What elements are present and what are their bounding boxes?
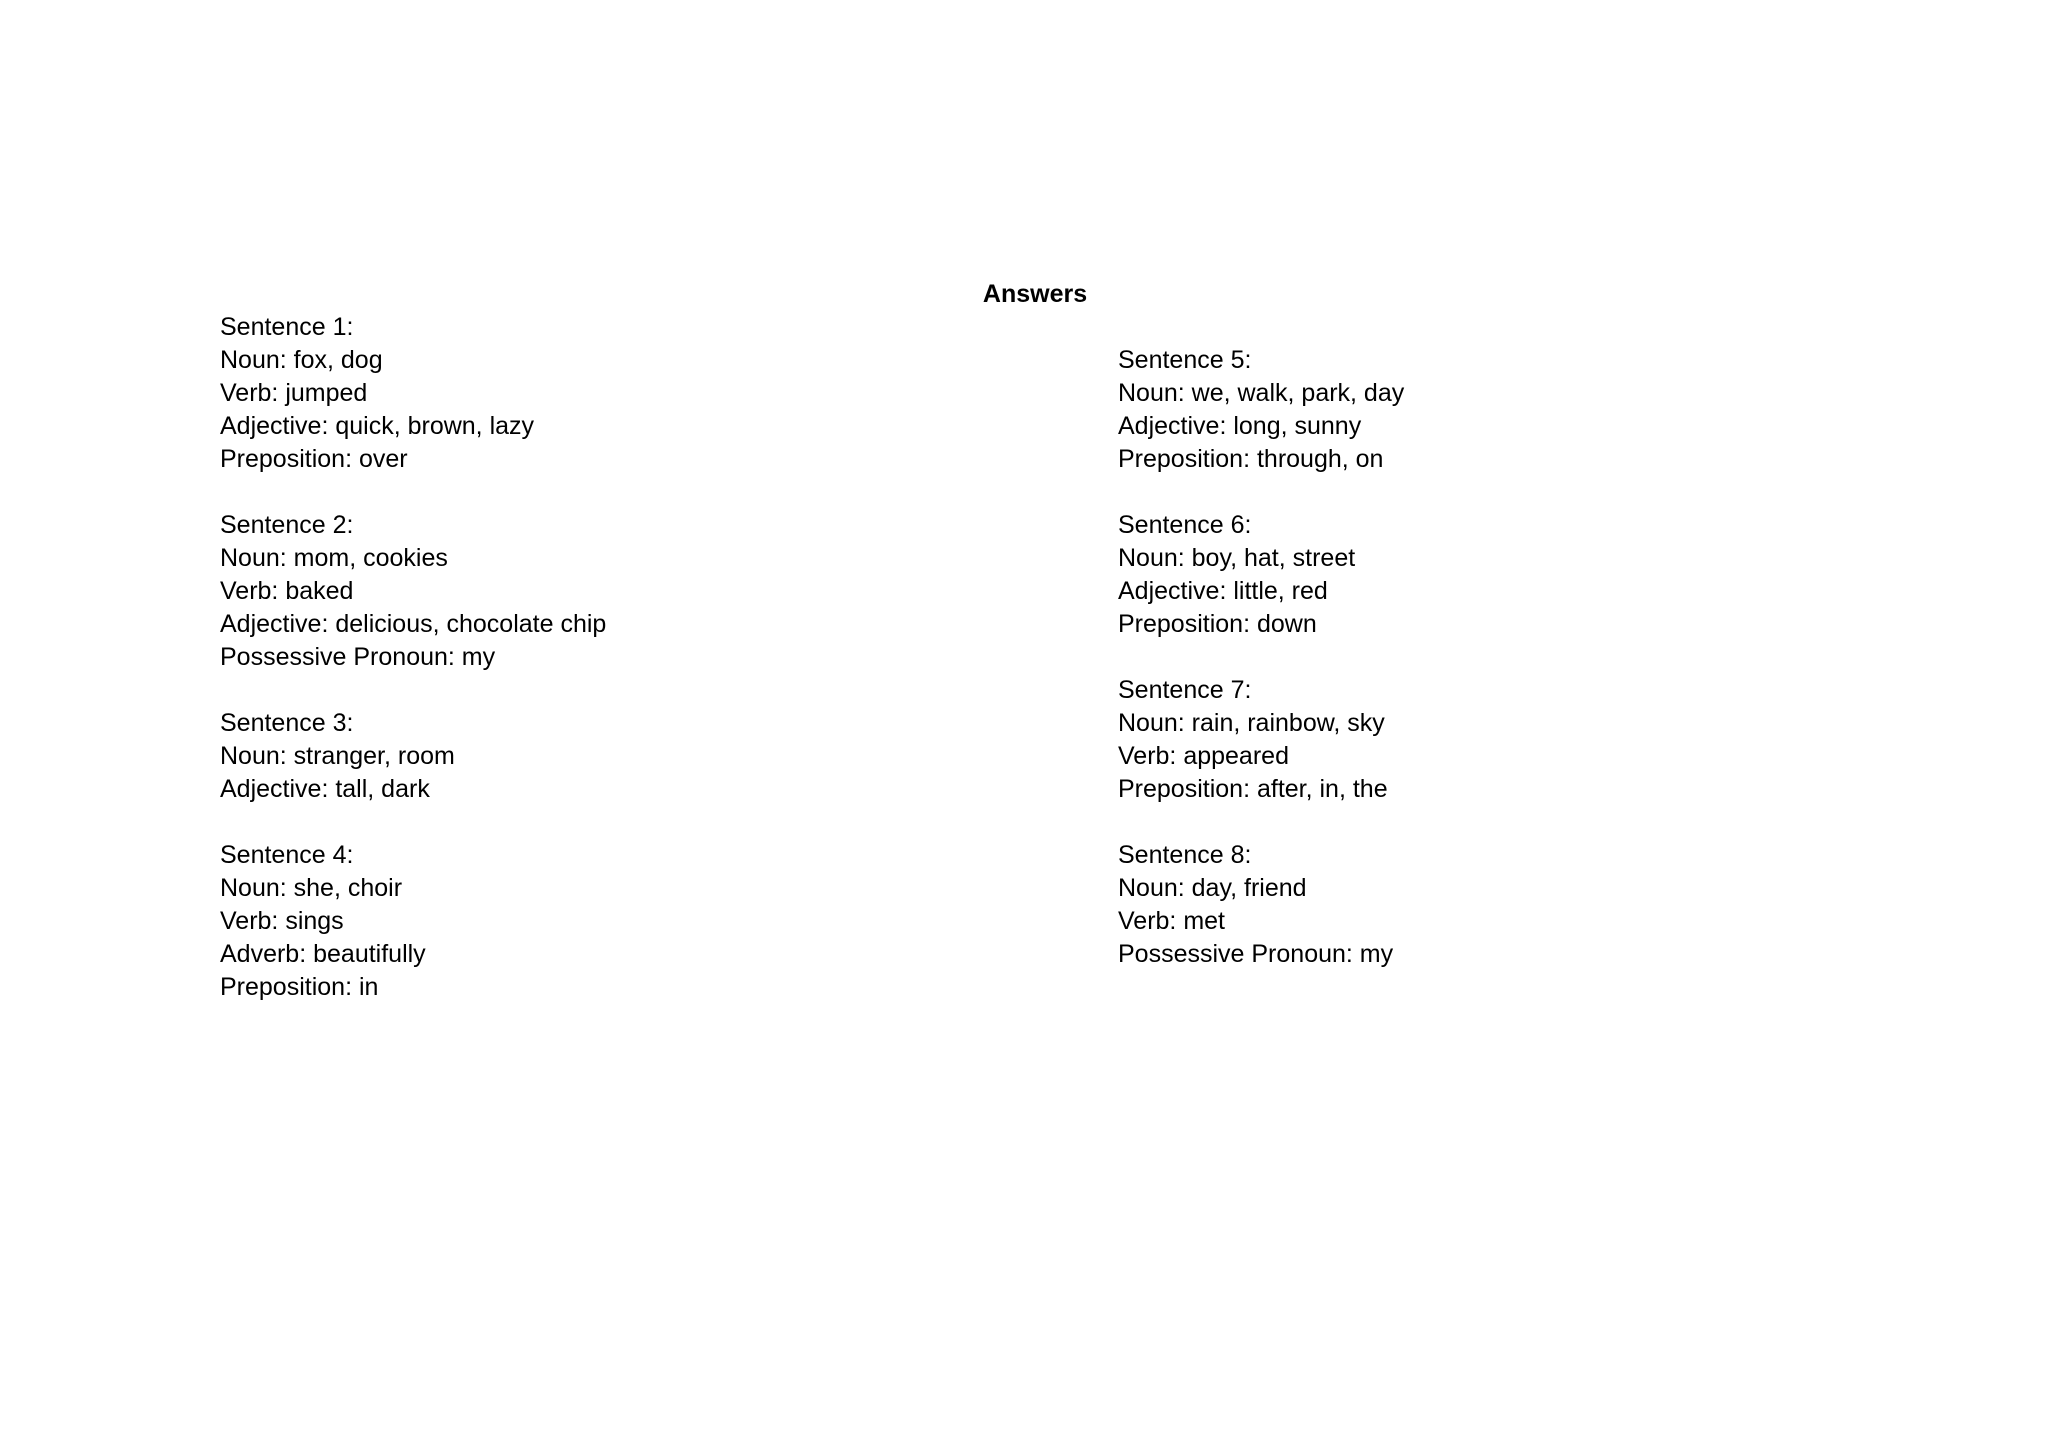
- answer-line: Adjective: delicious, chocolate chip: [220, 610, 607, 638]
- answer-line: Adverb: beautifully: [220, 940, 426, 968]
- answer-line: Verb: sings: [220, 907, 344, 935]
- sentence-heading: Sentence 6:: [1118, 511, 1252, 539]
- sentence-5-answers: [1118, 344, 1404, 476]
- answer-line: Preposition: in: [220, 973, 379, 1001]
- answer-line: Noun: mom, cookies: [220, 544, 448, 572]
- sentence-heading: Sentence 7:: [1118, 676, 1252, 704]
- answer-line: Preposition: down: [1118, 610, 1317, 638]
- answer-line: Adjective: little, red: [1118, 577, 1328, 605]
- sentence-heading: Sentence 3:: [220, 709, 354, 737]
- sentence-heading: Sentence 4:: [220, 841, 354, 869]
- answer-line: Adjective: tall, dark: [220, 775, 430, 803]
- answer-line: Preposition: after, in, the: [1118, 775, 1388, 803]
- answers-left-column: [220, 311, 606, 1004]
- answer-line: Possessive Pronoun: my: [220, 643, 496, 671]
- answer-line: Preposition: over: [220, 445, 408, 473]
- sentence-1-answers: [220, 311, 606, 476]
- answer-line: Noun: boy, hat, street: [1118, 544, 1356, 572]
- sentence-2-answers: [220, 509, 606, 674]
- sentence-heading: Sentence 1:: [220, 313, 354, 341]
- answer-line: Noun: fox, dog: [220, 346, 383, 374]
- sentence-3-answers: [220, 707, 606, 806]
- answer-line: Verb: jumped: [220, 379, 368, 407]
- answer-line: Noun: day, friend: [1118, 874, 1307, 902]
- answer-line: Adjective: quick, brown, lazy: [220, 412, 535, 440]
- sentence-8-answers: [1118, 839, 1404, 971]
- answers-right-column: [1118, 344, 1404, 971]
- answer-line: Possessive Pronoun: my: [1118, 940, 1394, 968]
- sentence-7-answers: [1118, 674, 1404, 806]
- sentence-heading: Sentence 8:: [1118, 841, 1252, 869]
- answer-line: Noun: stranger, room: [220, 742, 455, 770]
- page-title: Answers: [982, 280, 1088, 308]
- sentence-6-answers: [1118, 509, 1404, 641]
- sentence-heading: Sentence 2:: [220, 511, 354, 539]
- answer-line: Noun: rain, rainbow, sky: [1118, 709, 1385, 737]
- answer-line: Verb: met: [1118, 907, 1225, 935]
- answer-line: Noun: we, walk, park, day: [1118, 379, 1405, 407]
- answer-line: Noun: she, choir: [220, 874, 403, 902]
- sentence-4-answers: [220, 839, 606, 1004]
- answer-line: Adjective: long, sunny: [1118, 412, 1362, 440]
- answer-line: Verb: appeared: [1118, 742, 1289, 770]
- sentence-heading: Sentence 5:: [1118, 346, 1252, 374]
- answer-line: Verb: baked: [220, 577, 354, 605]
- answer-line: Preposition: through, on: [1118, 445, 1384, 473]
